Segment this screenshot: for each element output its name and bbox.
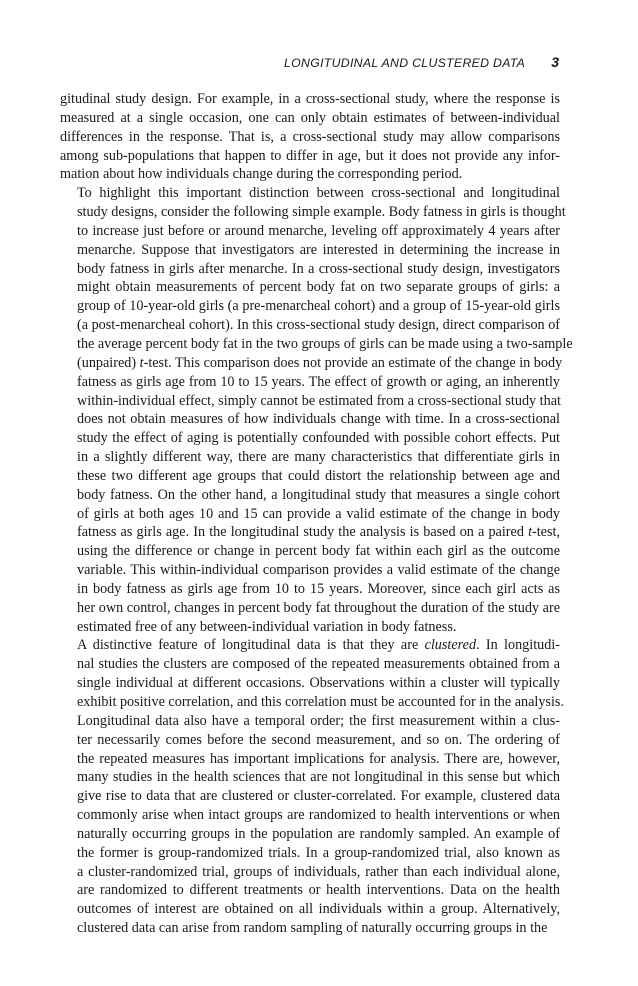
text-segment: nal studies the clusters are composed of the repeated measurements obtained from a — [77, 656, 560, 673]
text-line — [60, 278, 560, 297]
page-number: 3 — [551, 54, 559, 70]
text-segment: . In longitudi- — [476, 637, 560, 654]
text-segment: -test. This comparison does not provide an estimate of the change in body — [143, 354, 563, 371]
text-line — [60, 392, 560, 411]
text-segment: group of 10-year-old girls (a pre-menarcheal cohort) and a group of 15-year-old girls — [77, 298, 560, 315]
text-line — [60, 429, 560, 448]
text-line — [60, 806, 560, 825]
text-segment: these two different age groups that could distort the relationship between age and — [77, 467, 560, 484]
text-line — [60, 467, 560, 486]
text-segment: menarche. Suppose that investigators are interested in determining the increase in — [77, 241, 560, 258]
text-segment: exhibit positive correlation, and this correlation must be accounted for in the analysis. — [77, 694, 564, 710]
text-line — [60, 316, 560, 335]
text-line — [60, 241, 560, 260]
text-line — [60, 844, 560, 863]
text-line — [60, 222, 560, 241]
text-line — [60, 523, 560, 542]
text-line — [60, 618, 560, 637]
text-line — [60, 750, 560, 769]
text-line — [60, 90, 560, 109]
text-segment: (a post-menarcheal cohort). In this cross-sectional study design, direct comparison of — [77, 317, 561, 334]
text-segment: mation about how individuals change during the corresponding period. — [60, 166, 463, 183]
text-line — [60, 787, 560, 806]
body-text — [60, 90, 573, 938]
text-line — [60, 825, 560, 844]
text-line — [60, 128, 560, 147]
text-segment: the repeated measures has important implications for analysis. There are, however, — [77, 750, 560, 767]
text-segment: fatness as girls age. In the longitudinal study the analysis is based on a paired — [77, 524, 529, 541]
text-line — [60, 561, 560, 580]
text-line — [60, 448, 560, 467]
text-segment: To highlight this important distinction between cross-sectional and longitudinal — [77, 185, 560, 202]
text-segment: her own control, changes in percent body fat throughout the duration of the study are — [77, 599, 560, 616]
page-header — [60, 54, 559, 70]
text-line — [60, 486, 560, 505]
text-line — [60, 354, 563, 373]
text-segment: the former is group-randomized trials. In a group-randomized trial, also known as — [77, 844, 560, 861]
text-segment: are randomized to different treatments or health interventions. Data on the health — [77, 882, 560, 899]
text-line — [60, 881, 560, 900]
text-line — [60, 147, 560, 166]
text-segment: -test, — [532, 524, 560, 541]
text-segment: outcomes of interest are obtained on all individuals within a group. Alternatively, — [77, 901, 560, 918]
text-segment: ter necessarily comes before the second measurement, and so on. The ordering of — [77, 731, 560, 748]
text-segment: of girls at both ages 10 and 15 can provide a valid estimate of the change in body — [77, 505, 560, 522]
text-line — [60, 335, 573, 354]
text-segment: body fatness in girls after menarche. In a cross-sectional study design, investigators — [77, 260, 560, 277]
text-segment: gitudinal study design. For example, in a cross-sectional study, where the response is — [60, 91, 560, 107]
italic-text: t — [528, 524, 533, 541]
text-line — [60, 203, 566, 222]
text-segment: in a slightly different way, there are many characteristics that differentiate girls in — [77, 449, 560, 466]
text-segment: (unpaired) — [77, 354, 140, 371]
text-segment: commonly arise when intact groups are randomized to health interventions or when — [77, 807, 560, 824]
text-segment: many studies in the health sciences that are not longitudinal in this sense but which — [77, 769, 560, 786]
text-line — [60, 919, 560, 938]
text-line — [60, 693, 564, 712]
text-line — [60, 580, 560, 599]
text-line — [60, 863, 560, 882]
text-line — [60, 674, 560, 693]
text-segment: a cluster-randomized trial, groups of individuals, rather than each individual alone, — [77, 863, 560, 880]
text-segment: estimated free of any between-individual variation in body fatness. — [77, 618, 457, 635]
text-segment: clustered data can arise from random sampling of naturally occurring groups in the — [77, 920, 548, 937]
text-segment: within-individual effect, simply cannot be estimated from a cross-sectional study that — [77, 392, 561, 409]
text-line — [60, 768, 560, 787]
text-segment: study designs, consider the following simple example. Body fatness in girls is thought — [77, 204, 566, 221]
text-line — [60, 184, 560, 203]
text-segment: study the effect of aging is potentially confounded with possible cohort effects. Put — [77, 430, 560, 447]
text-segment: single individual at different occasions. Observations within a cluster will typically — [77, 675, 560, 692]
text-line — [60, 655, 560, 674]
text-segment: to increase just before or around menarche, leveling off approximately 4 years after — [77, 222, 560, 239]
text-line — [60, 731, 560, 750]
text-line — [60, 260, 560, 279]
text-segment: the average percent body fat in the two groups of girls can be made using a two-sample — [77, 335, 573, 352]
text-line — [60, 109, 560, 128]
text-segment: differences in the response. That is, a cross-sectional study may allow comparisons — [60, 128, 560, 145]
text-line — [60, 297, 560, 316]
text-segment: variable. This within-individual comparison provides a valid estimate of the change — [77, 562, 560, 579]
text-line — [60, 542, 560, 561]
text-segment: might obtain measurements of percent body fat on two separate groups of girls: a — [77, 279, 560, 296]
text-segment: fatness as girls age from 10 to 15 years. The effect of growth or aging, an inherently — [77, 373, 560, 390]
text-segment: in body fatness as girls age from 10 to 15 years. Moreover, since each girl acts as — [77, 580, 560, 597]
text-line — [60, 900, 560, 919]
text-line — [60, 373, 560, 392]
paragraph — [60, 90, 560, 184]
text-segment: give rise to data that are clustered or cluster-correlated. For example, clustered data — [77, 788, 560, 805]
text-line — [60, 410, 560, 429]
text-line — [60, 165, 560, 184]
paragraph — [60, 184, 573, 636]
text-line — [60, 712, 560, 731]
text-segment: using the difference or change in percent body fat within each girl as the outcome — [77, 543, 560, 560]
text-segment: Longitudinal data also have a temporal order; the first measurement within a clus- — [77, 712, 560, 729]
paragraph — [60, 636, 564, 938]
text-segment: A distinctive feature of longitudinal data is that they are — [77, 637, 425, 654]
italic-text: t — [139, 354, 144, 371]
text-line — [60, 505, 560, 524]
text-line — [60, 636, 560, 655]
text-segment: does not obtain measures of how individuals change with time. In a cross-sectional — [77, 411, 560, 428]
text-line — [60, 599, 560, 618]
text-segment: among sub-populations that happen to differ in age, but it does not provide any infor- — [60, 147, 560, 164]
text-segment: measured at a single occasion, one can only obtain estimates of between-individual — [60, 109, 560, 126]
running-title: LONGITUDINAL AND CLUSTERED DATA — [284, 56, 526, 70]
text-segment: body fatness. On the other hand, a longitudinal study that measures a single cohort — [77, 486, 560, 503]
text-segment: naturally occurring groups in the population are randomly sampled. An example of — [77, 825, 560, 842]
italic-text: clustered — [424, 637, 477, 654]
